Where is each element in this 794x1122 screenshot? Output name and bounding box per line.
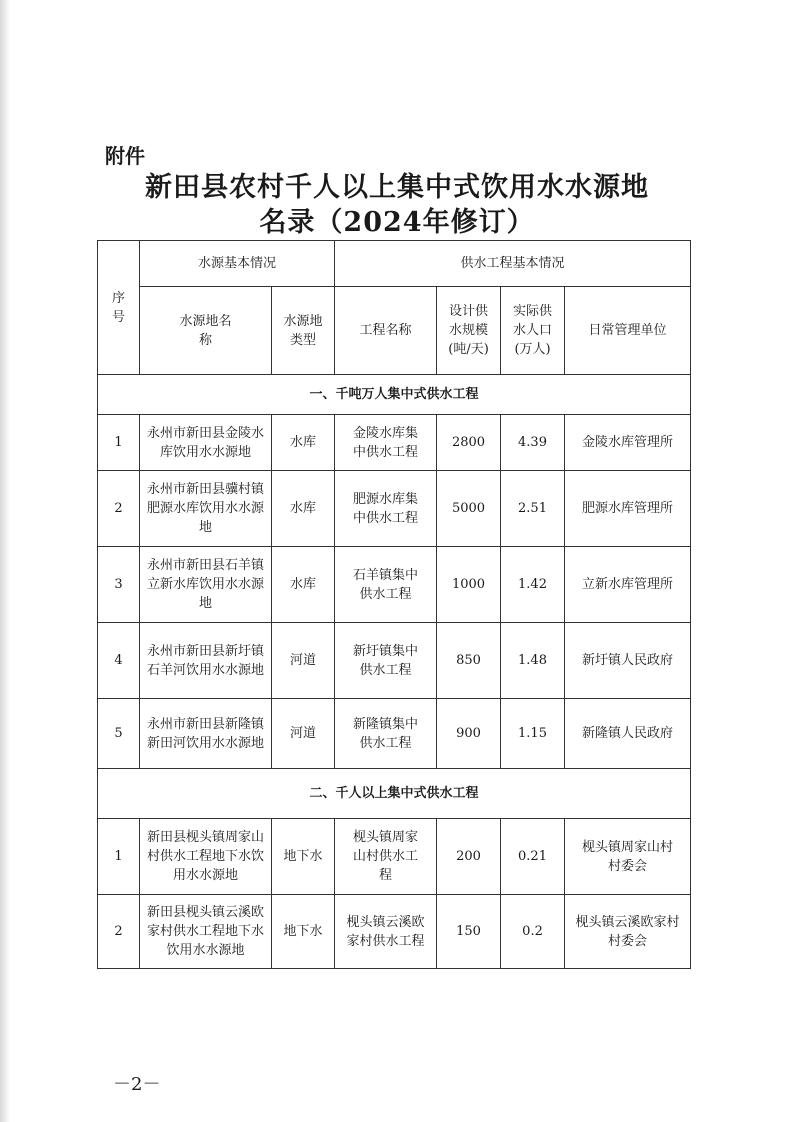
cell-source-name: 新田县枧头镇周家山村供水工程地下水饮用水水源地 (140, 819, 272, 895)
cell-source-type: 水库 (272, 471, 335, 547)
cell-unit: 枧头镇云溪欧家村村委会 (565, 895, 691, 969)
cell-scale: 150 (437, 895, 501, 969)
table-row (98, 547, 691, 623)
header-source-type: 水源地类型 (272, 287, 335, 375)
header-design-scale: 设计供水规模(吨/天) (437, 287, 501, 375)
cell-source-name: 永州市新田县新圩镇石羊河饮用水水源地 (140, 623, 272, 699)
cell-project: 新隆镇集中供水工程 (335, 699, 437, 769)
table-row (98, 471, 691, 547)
table-row (98, 895, 691, 969)
cell-scale: 850 (437, 623, 501, 699)
cell-no: 5 (98, 699, 140, 769)
cell-population: 2.51 (501, 471, 565, 547)
cell-scale: 1000 (437, 547, 501, 623)
page-number: －2－ (113, 1074, 161, 1095)
cell-project: 肥源水库集中供水工程 (335, 471, 437, 547)
cell-source-type: 水库 (272, 547, 335, 623)
cell-scale: 2800 (437, 415, 501, 471)
cell-population: 0.21 (501, 819, 565, 895)
cell-source-name: 永州市新田县金陵水库饮用水水源地 (140, 415, 272, 471)
header-supply-group: 供水工程基本情况 (335, 241, 691, 287)
table-row (98, 623, 691, 699)
header-management-unit: 日常管理单位 (565, 287, 691, 375)
cell-scale: 900 (437, 699, 501, 769)
section-title-2: 二、千人以上集中式供水工程 (98, 769, 691, 819)
cell-no: 3 (98, 547, 140, 623)
cell-source-name: 永州市新田县新隆镇新田河饮用水水源地 (140, 699, 272, 769)
header-project-name: 工程名称 (335, 287, 437, 375)
attachment-label: 附件 (105, 144, 145, 168)
cell-source-name: 永州市新田县骥村镇肥源水库饮用水水源地 (140, 471, 272, 547)
table-row (98, 819, 691, 895)
header-source-group: 水源基本情况 (140, 241, 335, 287)
cell-no: 2 (98, 895, 140, 969)
table-row (98, 415, 691, 471)
cell-unit: 金陵水库管理所 (565, 415, 691, 471)
water-source-table (97, 240, 691, 969)
cell-population: 0.2 (501, 895, 565, 969)
cell-source-type: 地下水 (272, 895, 335, 969)
cell-project: 新圩镇集中供水工程 (335, 623, 437, 699)
cell-unit: 肥源水库管理所 (565, 471, 691, 547)
cell-unit: 新圩镇人民政府 (565, 623, 691, 699)
cell-scale: 5000 (437, 471, 501, 547)
table-row (98, 699, 691, 769)
cell-no: 1 (98, 415, 140, 471)
cell-scale: 200 (437, 819, 501, 895)
cell-unit: 立新水库管理所 (565, 547, 691, 623)
cell-unit: 枧头镇周家山村村委会 (565, 819, 691, 895)
cell-source-name: 永州市新田县石羊镇立新水库饮用水水源地 (140, 547, 272, 623)
cell-unit: 新隆镇人民政府 (565, 699, 691, 769)
cell-no: 4 (98, 623, 140, 699)
cell-population: 1.42 (501, 547, 565, 623)
cell-no: 1 (98, 819, 140, 895)
cell-source-name: 新田县枧头镇云溪欧家村供水工程地下水饮用水水源地 (140, 895, 272, 969)
document-title-line1: 新田县农村千人以上集中式饮用水水源地 (145, 172, 649, 203)
section-title-1: 一、千吨万人集中式供水工程 (98, 375, 691, 415)
cell-project: 枧头镇周家山村供水工程 (335, 819, 437, 895)
cell-project: 金陵水库集中供水工程 (335, 415, 437, 471)
cell-source-type: 河道 (272, 623, 335, 699)
cell-project: 石羊镇集中供水工程 (335, 547, 437, 623)
header-actual-population: 实际供水人口(万人) (501, 287, 565, 375)
cell-source-type: 地下水 (272, 819, 335, 895)
cell-project: 枧头镇云溪欧家村供水工程 (335, 895, 437, 969)
document-title-line2: 名录（2024年修订） (259, 207, 535, 238)
header-source-name: 水源地名称 (140, 287, 272, 375)
cell-source-type: 河道 (272, 699, 335, 769)
cell-population: 1.48 (501, 623, 565, 699)
cell-population: 4.39 (501, 415, 565, 471)
cell-population: 1.15 (501, 699, 565, 769)
header-seq: 序号 (98, 241, 140, 375)
cell-no: 2 (98, 471, 140, 547)
cell-source-type: 水库 (272, 415, 335, 471)
